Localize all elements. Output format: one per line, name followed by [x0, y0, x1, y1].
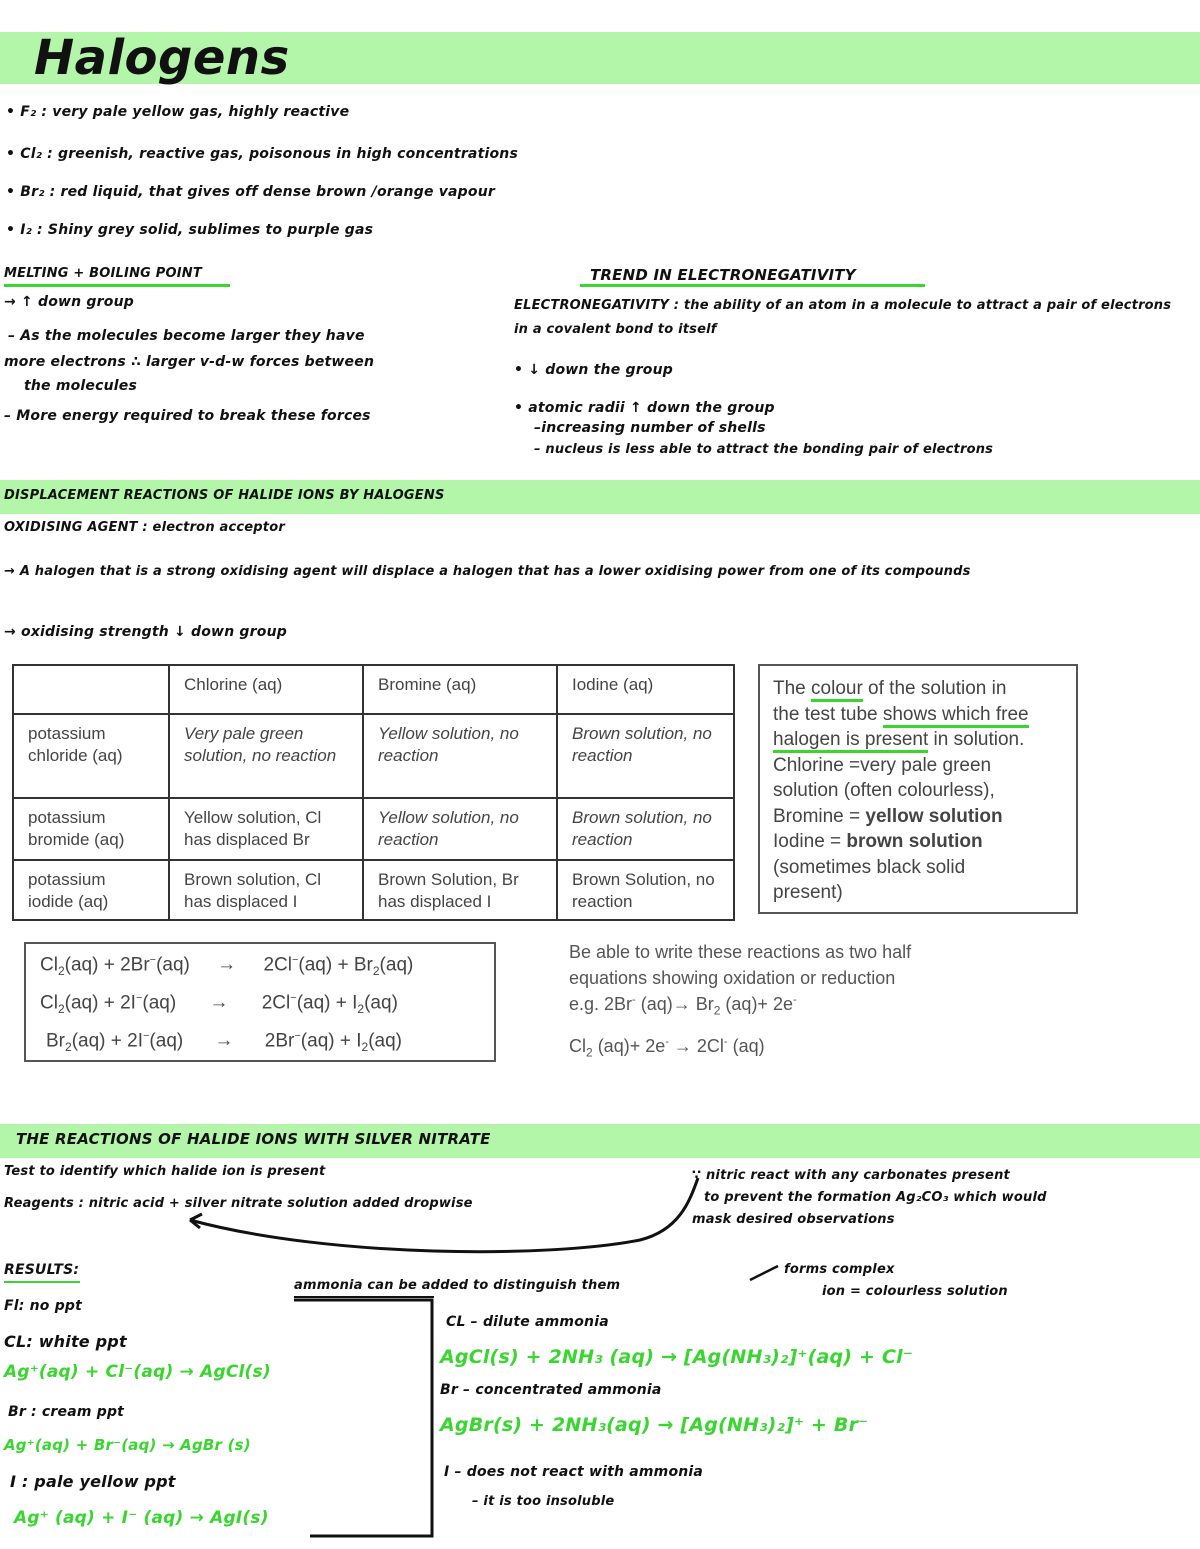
colour-info-box — [758, 664, 1078, 914]
equation-1: $Cl_2(aq) + 2Br^-(aq) \to 2Cl^-(aq) + Br_2(aq)$ — [40, 954, 414, 979]
table-header-cell: Bromine (aq) — [363, 665, 557, 714]
table-row — [13, 860, 734, 920]
colour-line — [773, 702, 1029, 728]
table-row — [13, 714, 734, 798]
colour-line — [773, 676, 1029, 702]
result-bromide: Br : cream ppt — [8, 1404, 125, 1420]
colour-text: Iodine = — [773, 831, 847, 852]
ammonia-bromide: Br – concentrated ammonia — [440, 1382, 662, 1398]
ammonia-chloride-equation: AgCl(s) + 2NH₃ (aq) → [Ag(NH₃)₂]⁺(aq) + Cl⁻ — [440, 1346, 914, 1368]
result-bromide-equation: Ag⁺(aq) + Br⁻(aq) → AgBr (s) — [4, 1436, 251, 1454]
results-heading: RESULTS: — [4, 1262, 80, 1278]
colour-text-underlined: halogen is present — [773, 729, 928, 753]
table-cell: potassium iodide (aq) — [13, 860, 169, 920]
colour-text-bold: brown solution — [846, 831, 983, 852]
arrow-icon — [748, 1262, 782, 1284]
table-cell: Very pale green solution, no reaction — [169, 714, 363, 798]
colour-line — [773, 727, 1029, 753]
ammonia-underline — [294, 1296, 434, 1298]
ammonia-bromide-equation: AgBr(s) + 2NH₃(aq) → [Ag(NH₃)₂]⁺ + Br⁻ — [440, 1414, 869, 1436]
melting-line: the molecules — [24, 378, 138, 394]
colour-line: Chlorine =very pale green — [773, 754, 992, 776]
half-equation-example: e.g. 2Br- $(aq)\to Br_2$ (aq)+ 2e- — [569, 994, 797, 1018]
table-cell: Yellow solution, no reaction — [363, 714, 557, 798]
equations-box — [24, 942, 496, 1062]
table-cell: Brown Solution, Br has displaced I — [363, 860, 557, 920]
table-cell: Brown Solution, no reaction — [557, 860, 734, 920]
silver-note: to prevent the formation Ag₂CO₃ which would — [704, 1190, 1047, 1205]
electroneg-line: – nucleus is less able to attract the bonding pair of electrons — [534, 442, 994, 457]
oxidising-agent-definition: OXIDISING AGENT : electron acceptor — [4, 520, 285, 535]
fact-iodine: • I₂ : Shiny grey solid, sublimes to purple gas — [6, 222, 374, 238]
equation-2: $Cl_2(aq) + 2I^-(aq) \to 2Cl^-(aq) + I_2(aq)$ — [40, 992, 398, 1017]
result-iodide: I : pale yellow ppt — [10, 1472, 176, 1491]
colour-text: Bromine = — [773, 805, 866, 827]
melting-line: → ↑ down group — [4, 294, 134, 310]
electroneg-line: • atomic radii ↑ down the group — [514, 400, 775, 416]
ammonia-iodide: I – does not react with ammonia — [444, 1464, 704, 1480]
table-cell: potassium bromide (aq) — [13, 798, 169, 860]
table-cell: Yellow solution, no reaction — [363, 798, 557, 860]
half-equation-note: Be able to write these reactions as two half — [569, 942, 912, 962]
colour-line: present) — [773, 882, 843, 903]
ammonia-iodide-note: – it is too insoluble — [472, 1494, 615, 1509]
half-equation-example: $Cl_2$ (aq)+ 2e- → 2Cl- (aq) — [569, 1036, 765, 1060]
table-cell: Yellow solution, Cl has displaced Br — [169, 798, 363, 860]
melting-heading: MELTING + BOILING POINT — [4, 266, 202, 281]
result-fluoride: Fl: no ppt — [4, 1298, 83, 1314]
bracket-line — [294, 1296, 440, 1540]
ammonia-chloride: CL – dilute ammonia — [446, 1314, 609, 1330]
oxidising-strength-trend: → oxidising strength ↓ down group — [4, 624, 287, 640]
colour-text: the test tube — [773, 703, 883, 725]
table-header-cell: Chlorine (aq) — [169, 665, 363, 714]
half-equation-note: equations showing oxidation or reduction — [569, 968, 896, 988]
complex-note: forms complex — [784, 1262, 895, 1277]
displacement-heading: DISPLACEMENT REACTIONS OF HALIDE IONS BY HALOGENS — [4, 488, 445, 503]
silver-note: ∵ nitric react with any carbonates present — [692, 1168, 1010, 1183]
table-cell: Brown solution, no reaction — [557, 714, 734, 798]
colour-line — [773, 804, 1029, 830]
curved-arrow-icon — [170, 1170, 710, 1260]
colour-text: of the solution in — [862, 678, 1007, 699]
fact-bromine: • Br₂ : red liquid, that gives off dense brown /orange vapour — [6, 184, 495, 200]
colour-text-underlined: shows which free — [883, 704, 1029, 728]
results-underline — [4, 1281, 80, 1283]
colour-text-underlined: colour — [811, 678, 863, 702]
melting-underline — [4, 284, 230, 287]
electroneg-definition: ELECTRONEGATIVITY : the ability of an atom in a molecule to attract a pair of electrons in a covalent bond to itself — [514, 298, 1172, 337]
table-header-cell: Iodine (aq) — [557, 665, 734, 714]
electroneg-line: • ↓ down the group — [514, 362, 674, 378]
result-chloride: CL: white ppt — [4, 1332, 127, 1351]
table-row — [13, 798, 734, 860]
fact-chlorine: • Cl₂ : greenish, reactive gas, poisonous in high concentrations — [6, 146, 518, 162]
ammonia-heading: ammonia can be added to distinguish them — [294, 1278, 621, 1293]
colour-text: in solution. — [928, 729, 1025, 750]
silver-reagent-line: Reagents : nitric acid + silver nitrate solution added dropwise — [4, 1196, 473, 1211]
colour-line: solution (often colourless), — [773, 780, 995, 801]
electroneg-heading: TREND IN ELECTRONEGATIVITY — [590, 266, 856, 284]
result-chloride-equation: Ag⁺(aq) + Cl⁻(aq) → AgCl(s) — [4, 1362, 271, 1382]
fact-fluorine: • F₂ : very pale yellow gas, highly reactive — [6, 104, 350, 120]
displacement-table — [12, 664, 735, 921]
silver-note: mask desired observations — [692, 1212, 895, 1227]
result-iodide-equation: Ag⁺ (aq) + I⁻ (aq) → AgI(s) — [14, 1508, 269, 1528]
colour-text-bold: yellow solution — [865, 805, 1003, 827]
melting-line: – As the molecules become larger they have — [8, 328, 365, 344]
melting-line: more electrons ∴ larger v-d-w forces between — [4, 354, 375, 370]
melting-line: – More energy required to break these forces — [4, 408, 371, 424]
silver-test-line: Test to identify which halide ion is present — [4, 1164, 326, 1179]
table-cell: potassium chloride (aq) — [13, 714, 169, 798]
colour-text: The — [773, 678, 812, 699]
electroneg-underline — [580, 284, 925, 287]
page-title: Halogens — [34, 30, 290, 86]
equation-3: $Br_2(aq) + 2I^-(aq) \to 2Br^-(aq) + I_2(aq)$ — [46, 1030, 403, 1055]
colour-line: (sometimes black solid — [773, 856, 966, 878]
colour-line — [773, 829, 1029, 855]
table-cell: Brown solution, Cl has displaced I — [169, 860, 363, 920]
table-header-cell — [13, 665, 169, 714]
electroneg-line: –increasing number of shells — [534, 420, 766, 436]
complex-note: ion = colourless solution — [822, 1284, 1008, 1299]
table-row — [13, 665, 734, 714]
displacement-rule: → A halogen that is a strong oxidising agent will displace a halogen that has a lower oxidising power from one of its compounds — [4, 564, 971, 579]
silver-nitrate-heading: THE REACTIONS OF HALIDE IONS WITH SILVER NITRATE — [16, 1130, 491, 1148]
table-cell: Brown solution, no reaction — [557, 798, 734, 860]
